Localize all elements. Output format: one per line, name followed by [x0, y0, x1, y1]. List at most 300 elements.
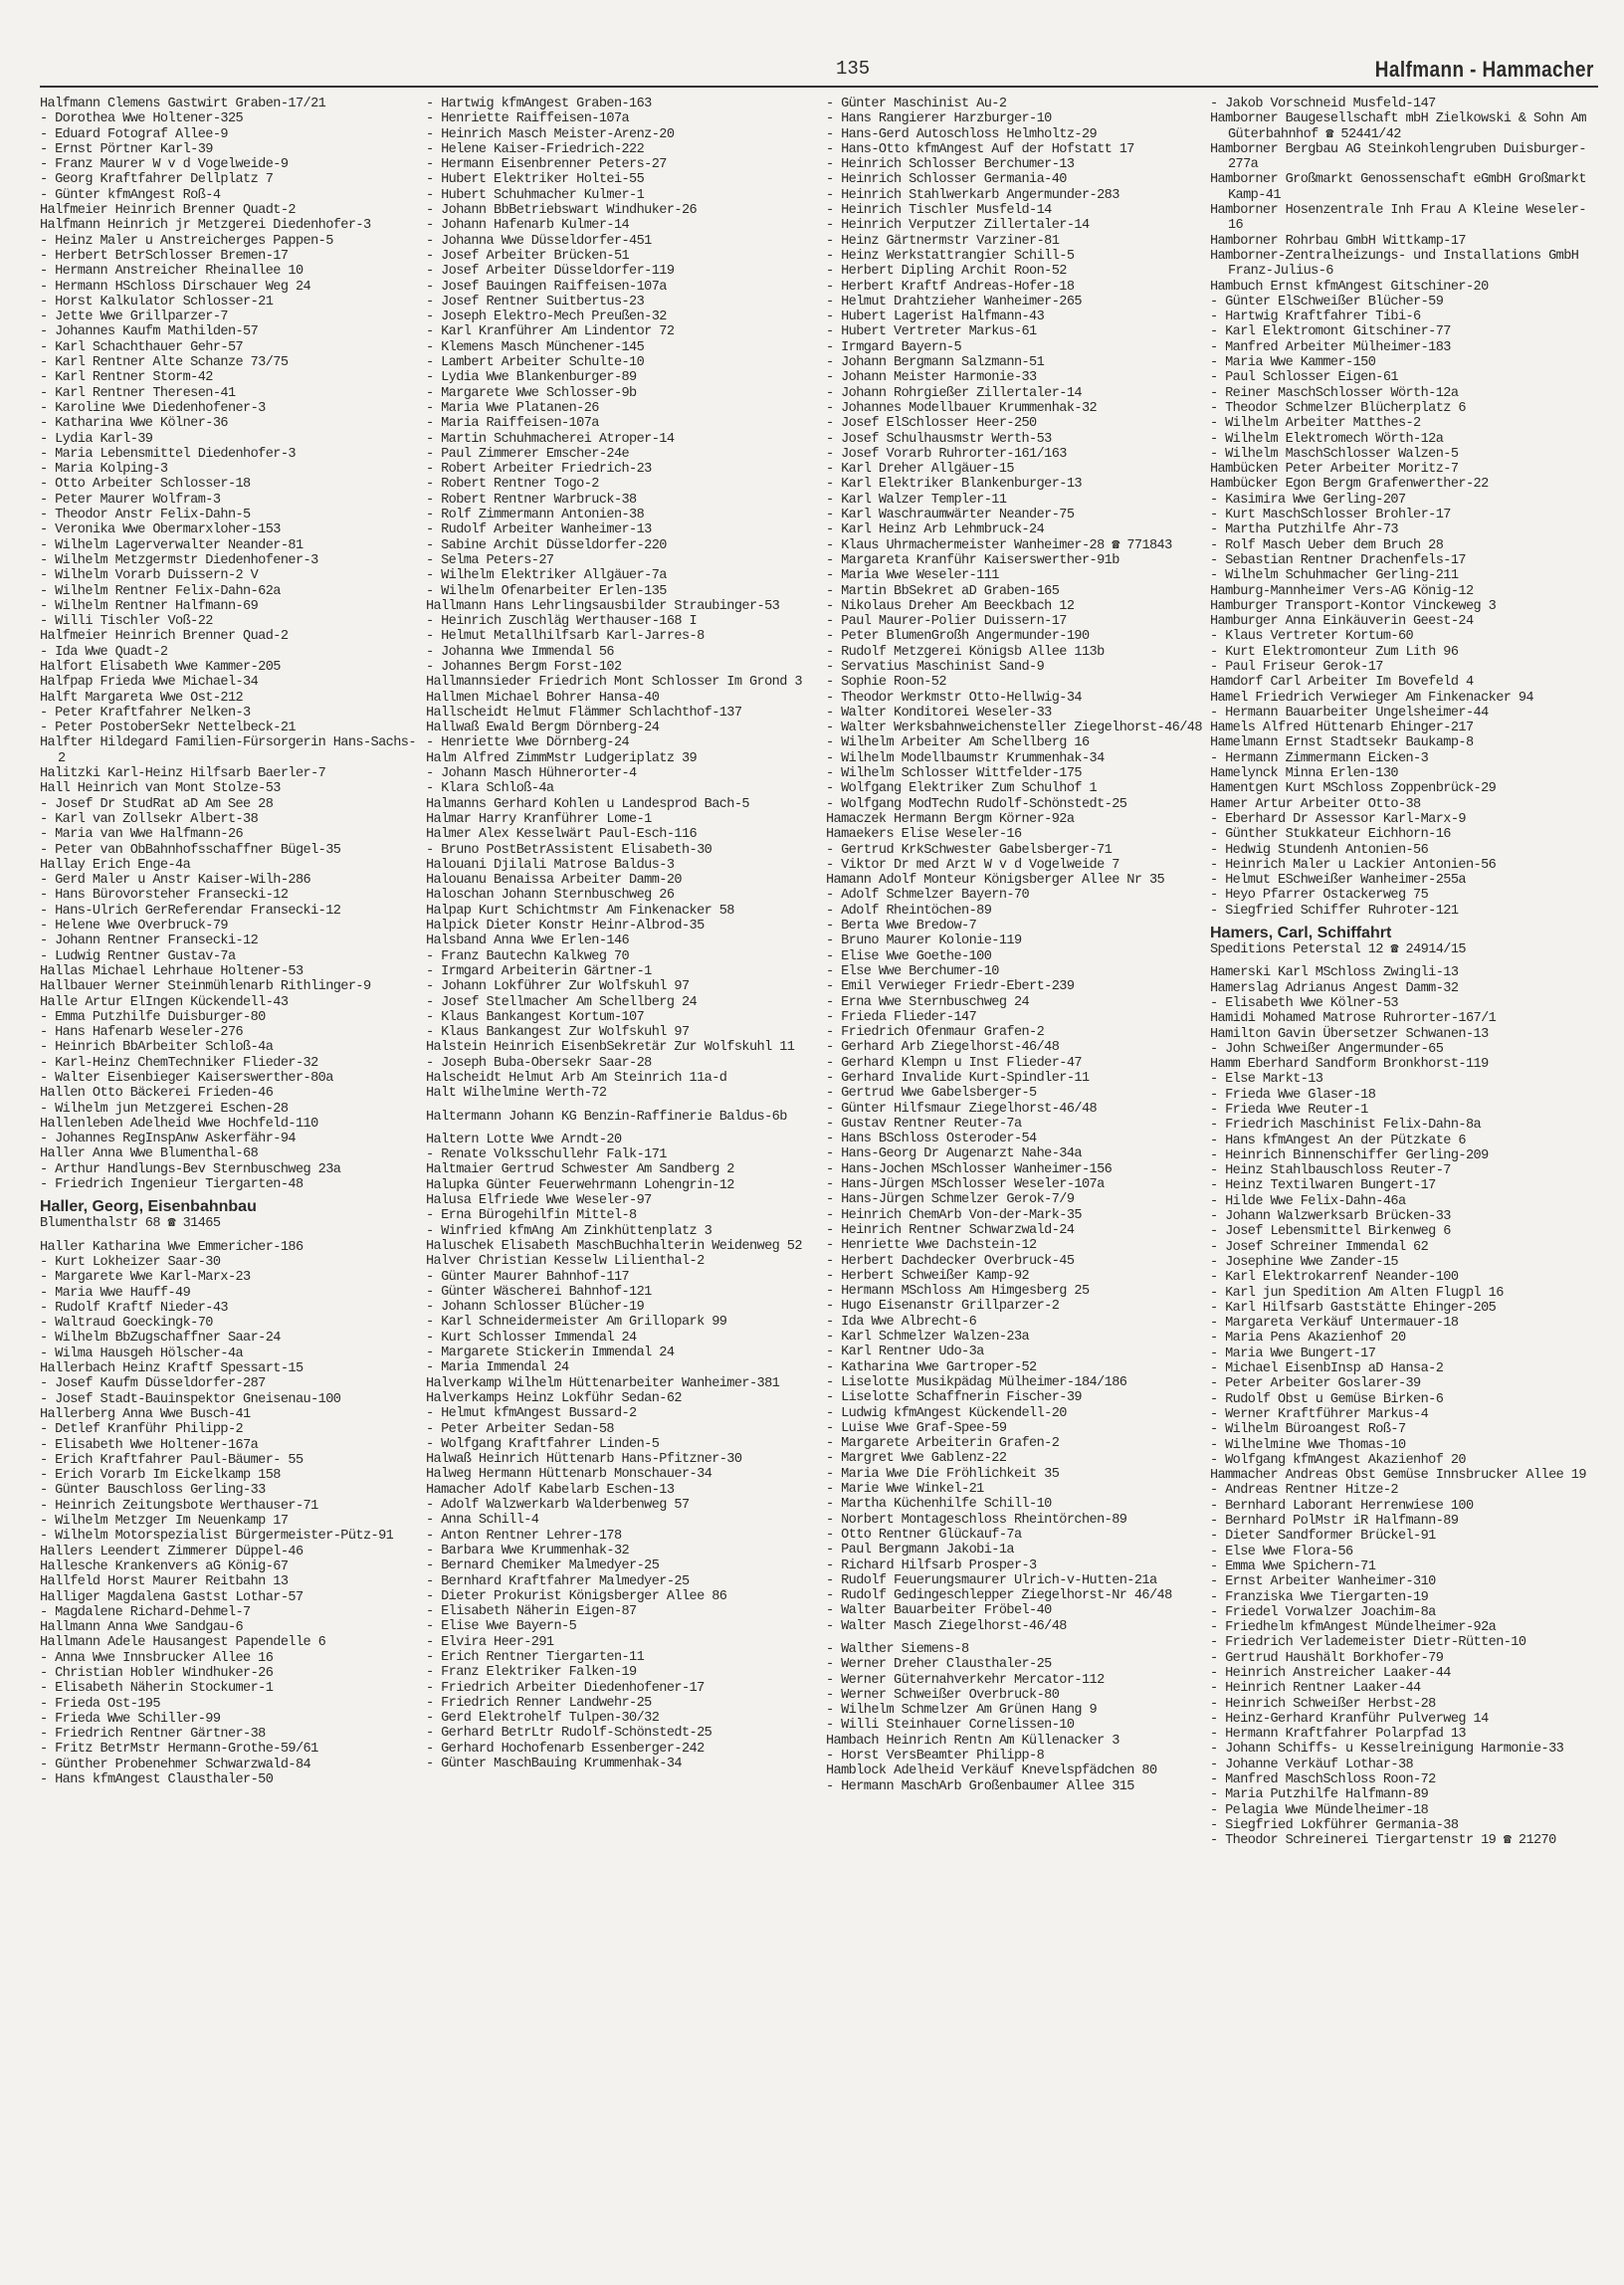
directory-entry: Hamborner Bergbau AG Steinkohlengruben Duisburger-277a [1210, 141, 1586, 173]
directory-entry: - Rudolf Arbeiter Wanheimer-13 [426, 522, 652, 538]
directory-entry: - Maria Raiffeisen-107a [426, 416, 599, 432]
directory-entry: - Josef Arbeiter Brücken-51 [426, 248, 630, 264]
page-header [40, 52, 1598, 88]
directory-entry: Haller Anna Wwe Blumenthal-68 [40, 1146, 259, 1162]
directory-entry: Hambach Heinrich Rentn Am Küllenacker 3 [826, 1733, 1119, 1749]
directory-entry: - Heinrich Anstreicher Laaker-44 [1210, 1665, 1451, 1681]
directory-entry: - Georg Kraftfahrer Dellplatz 7 [40, 172, 274, 188]
directory-entry: Hallers Leendert Zimmerer Düppel-46 [40, 1544, 304, 1559]
directory-entry: Hamburg-Mannheimer Vers-AG König-12 [1210, 583, 1474, 599]
directory-entry: - Hugo Eisenanstr Grillparzer-2 [826, 1299, 1060, 1315]
directory-entry: - Bernhard Kraftfahrer Malmedyer-25 [426, 1573, 690, 1589]
directory-entry: Hallenleben Adelheid Wwe Hochfeld-110 [40, 1116, 318, 1132]
directory-entry: - Günter Hilfsmaur Ziegelhorst-46/48 [826, 1101, 1098, 1117]
directory-entry: Halm Alfred ZimmMstr Ludgeriplatz 39 [426, 750, 698, 766]
directory-entry: - Hans-Jürgen Schmelzer Gerok-7/9 [826, 1192, 1075, 1208]
directory-heading: Hamers, Carl, Schiffahrt [1210, 925, 1392, 942]
directory-entry: Hamaczek Hermann Bergm Körner-92a [826, 811, 1075, 827]
directory-entry: - Herbert Schweißer Kamp-92 [826, 1268, 1030, 1284]
directory-entry: - Hans-Ulrich GerReferendar Fransecki-12 [40, 903, 341, 919]
directory-entry: - Johann BbBetriebswart Windhuker-26 [426, 203, 698, 219]
heading-address: Speditions Peterstal 12 ☎ 24914/15 [1210, 942, 1466, 958]
directory-entry: - Gerhard BetrLtr Rudolf-Schönstedt-25 [426, 1726, 712, 1742]
directory-entry: - Paul Maurer-Polier Duissern-17 [826, 614, 1067, 630]
directory-entry: Hamburger Transport-Kontor Vinckeweg 3 [1210, 598, 1497, 614]
directory-entry: - Wilhelm Schmelzer Am Grünen Hang 9 [826, 1703, 1098, 1719]
directory-entry: Hamblock Adelheid Verkäuf Knevelspfädchen 80 [826, 1764, 1157, 1779]
directory-entry: - Günter ElSchweißer Blücher-59 [1210, 294, 1444, 310]
directory-entry: - Walter Masch Ziegelhorst-46/48 [826, 1618, 1067, 1634]
directory-entry: - Johannes Kaufm Mathilden-57 [40, 324, 259, 340]
directory-entry: - Margareta Kranführ Kaiserswerther-91b [826, 552, 1119, 568]
directory-entry: - Jakob Vorschneid Musfeld-147 [1210, 97, 1436, 111]
directory-entry: - Heinrich ChemArb Von-der-Mark-35 [826, 1207, 1082, 1223]
directory-entry: Halverkamp Wilhelm Hüttenarbeiter Wanheimer-381 [426, 1375, 780, 1391]
directory-entry: Hallay Erich Enge-4a [40, 857, 191, 873]
directory-entry: - Walter Konditorei Weseler-33 [826, 705, 1052, 721]
directory-entry: - Gerhard Hochofenarb Essenberger-242 [426, 1741, 705, 1757]
directory-entry: - Elise Wwe Goethe-100 [826, 948, 992, 964]
directory-entry: Hambücken Peter Arbeiter Moritz-7 [1210, 462, 1459, 478]
directory-entry: - Wilhelm Motorspezialist Bürgermeister-Pütz-91 [40, 1529, 394, 1545]
directory-entry: - Peter van ObBahnhofsschaffner Bügel-35 [40, 842, 341, 858]
directory-entry: - Gustav Rentner Reuter-7a [826, 1116, 1022, 1132]
directory-entry: - Wilhelm Metzger Im Neuenkamp 17 [40, 1514, 289, 1530]
directory-entry: - Frieda Flieder-147 [826, 1009, 977, 1025]
directory-entry: - Josef Dr StudRat aD Am See 28 [40, 796, 274, 812]
directory-entry: Hamentgen Kurt MSchloss Zoppenbrück-29 [1210, 781, 1497, 797]
directory-entry: - Margarete Stickerin Immendal 24 [426, 1346, 675, 1361]
directory-entry: - Franziska Wwe Tiergarten-19 [1210, 1589, 1429, 1605]
directory-entry: - Elvira Heer-291 [426, 1634, 554, 1650]
directory-entry: - Heinrich Zuschläg Werthauser-168 I [426, 614, 698, 630]
directory-entry: Hallmann Anna Wwe Sandgau-6 [40, 1620, 244, 1636]
directory-entry: Halliger Magdalena Gastst Lothar-57 [40, 1589, 304, 1605]
directory-entry: - Johanna Wwe Düsseldorfer-451 [426, 233, 652, 249]
directory-entry: - Johanna Wwe Immendal 56 [426, 644, 614, 660]
directory-entry: - Sabine Archit Düsseldorfer-220 [426, 537, 667, 553]
directory-entry: - Johann Schiffs- u Kesselreinigung Harmonie-33 [1210, 1742, 1564, 1758]
directory-entry: - Wilhelm Elektriker Allgäuer-7a [426, 568, 667, 584]
directory-entry: - Paul Friseur Gerok-17 [1210, 659, 1383, 675]
directory-entry: - Erna Bürogehilfin Mittel-8 [426, 1208, 637, 1224]
directory-entry: - Wilhelm Rentner Halfmann-69 [40, 598, 259, 614]
directory-entry: - Heinrich Rentner Schwarzwald-24 [826, 1222, 1075, 1238]
directory-entry: Hambücker Egon Bergm Grafenwerther-22 [1210, 477, 1489, 493]
directory-entry: - Hubert Schuhmacher Kulmer-1 [426, 187, 645, 203]
directory-entry: - Bruno Maurer Kolonie-119 [826, 934, 1022, 949]
directory-entry: - Karl Waschraumwärter Neander-75 [826, 508, 1075, 523]
directory-entry: - Lydia Wwe Blankenburger-89 [426, 370, 637, 386]
directory-entry: - Hermann Zimmermann Eicken-3 [1210, 750, 1429, 766]
directory-entry: - Magdalene Richard-Dehmel-7 [40, 1604, 251, 1620]
directory-entry: - Paul Zimmerer Emscher-24e [426, 446, 630, 462]
directory-entry: - Wilhelm Arbeiter Matthes-2 [1210, 416, 1421, 432]
directory-entry: - Henriette Wwe Dörnberg-24 [426, 735, 630, 751]
directory-entry: Hamels Alfred Hüttenarb Ehinger-217 [1210, 721, 1474, 736]
directory-entry: - Veronika Wwe Obermarxloher-153 [40, 522, 281, 538]
directory-entry: - Maria Wwe Kammer-150 [1210, 355, 1376, 371]
directory-entry: Hallas Michael Lehrhaue Holtener-53 [40, 963, 304, 979]
directory-entry: - Helmut kfmAngest Bussard-2 [426, 1406, 637, 1422]
directory-entry: - Adolf Schmelzer Bayern-70 [826, 888, 1030, 904]
directory-entry: - Margareta Verkäuf Untermauer-18 [1210, 1316, 1459, 1332]
directory-entry: - Gerhard Arb Ziegelhorst-46/48 [826, 1040, 1060, 1056]
directory-entry: - Wolfgang kfmAngest Akazienhof 20 [1210, 1452, 1466, 1468]
directory-entry: - Werner Dreher Clausthaler-25 [826, 1657, 1052, 1673]
directory-entry: Hallerberg Anna Wwe Busch-41 [40, 1406, 251, 1422]
directory-entry: - Heinrich Schlosser Berchumer-13 [826, 157, 1075, 173]
directory-entry: - Gertrud Haushält Borkhofer-79 [1210, 1650, 1444, 1666]
directory-entry: Hallen Otto Bäckerei Frieden-46 [40, 1086, 274, 1102]
directory-entry: Hamacher Adolf Kabelarb Eschen-13 [426, 1482, 675, 1498]
directory-entry: - Kasimira Wwe Gerling-207 [1210, 492, 1406, 508]
directory-entry: - Eberhard Dr Assessor Karl-Marx-9 [1210, 811, 1466, 827]
directory-entry: - Heinz Textilwaren Bungert-17 [1210, 1178, 1436, 1194]
directory-entry: - Elisabeth Wwe Kölner-53 [1210, 995, 1398, 1011]
directory-entry: - Berta Wwe Bredow-7 [826, 919, 977, 935]
directory-entry: - Friedrich Ingenieur Tiergarten-48 [40, 1177, 304, 1193]
directory-entry: Halfter Hildegard Familien-Fürsorgerin Hans-Sachs-2 [40, 735, 416, 766]
directory-entry: - Wilhelm Schlosser Wittfelder-175 [826, 766, 1082, 782]
directory-entry: - Johannes RegInspAnw Askerfähr-94 [40, 1132, 296, 1147]
directory-entry: - Manfred MaschSchloss Roon-72 [1210, 1772, 1436, 1788]
directory-entry: - Ernst Arbeiter Wanheimer-310 [1210, 1574, 1436, 1590]
directory-entry: - Klaus Uhrmachermeister Wanheimer-28 ☎ 771843 [826, 537, 1172, 553]
directory-entry: Halpick Dieter Konstr Heinr-Albrod-35 [426, 919, 705, 935]
directory-entry: - Detlef Kranführ Philipp-2 [40, 1422, 244, 1438]
directory-entry: Halpap Kurt Schichtmstr Am Finkenacker 58 [426, 903, 734, 919]
directory-entry: Halweg Hermann Hüttenarb Monschauer-34 [426, 1467, 712, 1483]
directory-entry: - Ludwig kfmAngest Kückendell-20 [826, 1405, 1067, 1421]
directory-entry: - Josef ElSchlosser Heer-250 [826, 416, 1037, 432]
directory-entry: - Helmut ESchweißer Wanheimer-255a [1210, 873, 1466, 889]
directory-entry: Haller Katharina Wwe Emmericher-186 [40, 1239, 304, 1255]
directory-entry: - Anna Schill-4 [426, 1513, 539, 1529]
directory-entry: - Frieda Wwe Schiller-99 [40, 1711, 221, 1727]
directory-entry: - Josephine Wwe Zander-15 [1210, 1254, 1398, 1270]
directory-entry: - Elisabeth Wwe Holtener-167a [40, 1437, 259, 1453]
directory-entry: - Hans-Gerd Autoschloss Helmholtz-29 [826, 126, 1098, 142]
directory-entry: - Hartwig kfmAngest Graben-163 [426, 97, 652, 111]
directory-entry: - Hubert Vertreter Markus-61 [826, 324, 1037, 340]
directory-heading: Haller, Georg, Eisenbahnbau [40, 1198, 257, 1216]
directory-entry: - Karl Hilfsarb Gaststätte Ehinger-205 [1210, 1300, 1497, 1316]
directory-entry: - Gerhard Invalide Kurt-Spindler-11 [826, 1071, 1090, 1086]
directory-entry: - Karoline Wwe Diedenhofener-3 [40, 400, 266, 416]
directory-entry: - Joseph Buba-Obersekr Saar-28 [426, 1055, 652, 1071]
directory-entry: - Friedrich Arbeiter Diedenhofener-17 [426, 1680, 705, 1696]
directory-entry: Hammacher Andreas Obst Gemüse Innsbrucker Allee 19 [1210, 1468, 1586, 1484]
directory-entry: - Theodor Anstr Felix-Dahn-5 [40, 508, 251, 523]
directory-entry: Hallmannsieder Friedrich Mont Schlosser Im Grond 3 [426, 675, 802, 691]
directory-entry: - Martin BbSekret aD Graben-165 [826, 583, 1060, 599]
directory-entry: - Karl Dreher Allgäuer-15 [826, 462, 1014, 478]
directory-entry: Halft Margareta Wwe Ost-212 [40, 690, 244, 706]
directory-entry: - Karl Elektromont Gitschiner-77 [1210, 324, 1451, 340]
directory-entry: - Josef Schulhausmstr Werth-53 [826, 431, 1052, 447]
directory-entry: - Dieter Sandformer Brückel-91 [1210, 1529, 1436, 1545]
directory-entry: - Gerhard Klempn u Inst Flieder-47 [826, 1055, 1082, 1071]
directory-entry: - Willi Tischler Voß-22 [40, 614, 213, 630]
directory-entry: - Sebastian Rentner Drachenfels-17 [1210, 552, 1466, 568]
directory-entry: Haltermann Johann KG Benzin-Raffinerie Baldus-6b [426, 1109, 787, 1125]
directory-entry: - Wilhelm Metzgermstr Diedenhofener-3 [40, 552, 318, 568]
directory-entry: - Heinz Gärtnermstr Varziner-81 [826, 233, 1060, 249]
directory-entry: - Karl Rentner Theresen-41 [40, 385, 236, 401]
directory-entry: Hamerski Karl MSchloss Zwingli-13 [1210, 965, 1459, 981]
directory-entry: - Wilhelm Schuhmacher Gerling-211 [1210, 568, 1459, 584]
directory-entry: - Josef Bauingen Raiffeisen-107a [426, 279, 667, 295]
directory-entry: - Heinrich Schlosser Germania-40 [826, 172, 1067, 188]
directory-entry: - Gertrud KrkSchwester Gabelsberger-71 [826, 842, 1113, 858]
directory-entry: - Else Wwe Flora-56 [1210, 1544, 1353, 1559]
directory-entry: Haluschek Elisabeth MaschBuchhalterin Weidenweg 52 [426, 1238, 802, 1254]
directory-entry: - Renate Volksschullehr Falk-171 [426, 1147, 667, 1163]
directory-entry: - Richard Hilfsarb Prosper-3 [826, 1558, 1037, 1573]
directory-entry: - Hans-Jochen MSchlosser Wanheimer-156 [826, 1161, 1113, 1177]
directory-entry: - Hermann Eisenbrenner Peters-27 [426, 157, 667, 173]
directory-entry: - Günter Wäscherei Bahnhof-121 [426, 1284, 652, 1300]
directory-entry: - Wilhelm Ofenarbeiter Erlen-135 [426, 583, 667, 599]
directory-entry: - Josef Kaufm Düsseldorfer-287 [40, 1376, 266, 1392]
directory-entry: - Maria Wwe Platanen-26 [426, 400, 599, 416]
directory-entry: - Karl Walzer Templer-11 [826, 492, 1007, 508]
directory-entry: - Hans Hafenarb Weseler-276 [40, 1025, 244, 1041]
directory-entry: - Heyo Pfarrer Ostackerweg 75 [1210, 888, 1429, 904]
directory-entry: - Frieda Wwe Glaser-18 [1210, 1087, 1376, 1103]
directory-entry: Halfmeier Heinrich Brenner Quadt-2 [40, 203, 296, 219]
directory-entry: - Anton Rentner Lehrer-178 [426, 1528, 622, 1544]
directory-entry: Halmar Harry Kranführer Lome-1 [426, 811, 652, 827]
directory-entry: - Lydia Karl-39 [40, 431, 153, 447]
directory-entry: Halouani Djilali Matrose Baldus-3 [426, 857, 675, 873]
directory-entry: - Robert Rentner Warbruck-38 [426, 492, 637, 508]
directory-entry: - Maria Putzhilfe Halfmann-89 [1210, 1787, 1429, 1803]
directory-entry: - Klaus Bankangest Zur Wolfskuhl 97 [426, 1025, 690, 1041]
directory-entry: Hallbauer Werner Steinmühlenarb Rithlinger-9 [40, 979, 371, 995]
directory-entry: - Rudolf Obst u Gemüse Birken-6 [1210, 1391, 1444, 1407]
directory-entry: - Walter Bauarbeiter Fröbel-40 [826, 1603, 1052, 1619]
directory-entry: Halverkamps Heinz Lokführ Sedan-62 [426, 1390, 682, 1406]
directory-entry: - Wilhelm jun Metzgerei Eschen-28 [40, 1101, 289, 1117]
directory-entry: Hamaekers Elise Weseler-16 [826, 827, 1022, 843]
directory-entry: - Otto Arbeiter Schlosser-18 [40, 477, 251, 493]
directory-entry: - Werner Güternahverkehr Mercator-112 [826, 1672, 1105, 1688]
directory-entry: - Bernard Chemiker Malmedyer-25 [426, 1558, 660, 1574]
directory-entry: - Horst VersBeamter Philipp-8 [826, 1749, 1045, 1765]
entry-gap [426, 1102, 809, 1110]
directory-entry: - Emma Putzhilfe Duisburger-80 [40, 1009, 266, 1025]
directory-entry: - Rolf Masch Ueber dem Bruch 28 [1210, 537, 1444, 553]
directory-entry: - Josef Stadt-Bauinspektor Gneisenau-100 [40, 1391, 341, 1407]
directory-entry: - Hermann Kraftfahrer Polarpfad 13 [1210, 1727, 1466, 1743]
directory-entry: - Franz Maurer W v d Vogelweide-9 [40, 157, 289, 173]
directory-column-2 [426, 97, 809, 1771]
directory-entry: - Günther Probenehmer Schwarzwald-84 [40, 1757, 311, 1772]
directory-entry: - Martin Schuhmacherei Atroper-14 [426, 431, 675, 447]
directory-entry: - Otto Rentner Glückauf-7a [826, 1527, 1022, 1543]
directory-entry: - Karl Schachthauer Gehr-57 [40, 339, 244, 355]
directory-entry: - Hans-Otto kfmAngest Auf der Hofstatt 17 [826, 141, 1134, 157]
directory-entry: - Andreas Rentner Hitze-2 [1210, 1483, 1398, 1499]
directory-entry: - Walter Eisenbieger Kaiserswerther-80a [40, 1071, 333, 1086]
directory-entry: - Maria Wwe Die Fröhlichkeit 35 [826, 1466, 1060, 1482]
directory-entry: Halt Wilhelmine Werth-72 [426, 1086, 607, 1102]
directory-entry: - Friedrich Ofenmaur Grafen-2 [826, 1025, 1045, 1041]
directory-entry: - Hubert Lagerist Halfmann-43 [826, 310, 1045, 325]
directory-entry: - Paul Bergmann Jakobi-1a [826, 1543, 1014, 1558]
directory-entry: Hamilton Gavin Übersetzer Schwanen-13 [1210, 1026, 1489, 1042]
directory-entry: - Martha Putzhilfe Ahr-73 [1210, 522, 1398, 538]
directory-entry: Halouanu Benaissa Arbeiter Damm-20 [426, 873, 682, 889]
directory-entry: - Helmut Drahtzieher Wanheimer-265 [826, 294, 1082, 310]
directory-entry: - Helene Kaiser-Friedrich-222 [426, 141, 645, 157]
directory-entry: - Peter Arbeiter Goslarer-39 [1210, 1376, 1421, 1392]
directory-entry: - Peter PostoberSekr Nettelbeck-21 [40, 721, 296, 736]
directory-entry: - Johannes Bergm Forst-102 [426, 659, 622, 675]
directory-entry: - Wilma Hausgeh Hölscher-4a [40, 1346, 244, 1361]
directory-entry: - Wilhelm Büroangest Roß-7 [1210, 1422, 1406, 1438]
directory-entry: - Klaus Bankangest Kortum-107 [426, 1009, 645, 1025]
directory-entry: Halitzki Karl-Heinz Hilfsarb Baerler-7 [40, 766, 326, 782]
directory-entry: Hallfeld Horst Maurer Reitbahn 13 [40, 1574, 289, 1590]
directory-entry: - Kurt Lokheizer Saar-30 [40, 1254, 221, 1270]
directory-entry: Hamel Friedrich Verwieger Am Finkenacker 94 [1210, 690, 1533, 706]
directory-entry: - Klaus Vertreter Kortum-60 [1210, 629, 1414, 645]
directory-entry: Halsband Anna Wwe Erlen-146 [426, 934, 630, 949]
directory-entry: - Wilhelm MaschSchlosser Walzen-5 [1210, 446, 1459, 462]
directory-entry: Halfmann Clemens Gastwirt Graben-17/21 [40, 97, 326, 111]
directory-entry: - Wilhelm Modellbaumstr Krummenhak-34 [826, 750, 1105, 766]
directory-entry: - Siegfried Lokführer Germania-38 [1210, 1817, 1459, 1833]
directory-entry: - Johanne Verkäuf Lothar-38 [1210, 1757, 1414, 1772]
directory-entry: - Rudolf Feuerungsmaurer Ulrich-v-Hutten-21a [826, 1572, 1157, 1588]
directory-entry: - Heinrich Tischler Musfeld-14 [826, 203, 1052, 219]
directory-entry: - Rudolf Kraftf Nieder-43 [40, 1300, 228, 1316]
directory-entry: Hamborner Großmarkt Genossenschaft eGmbH Großmarkt Kamp-41 [1210, 172, 1586, 203]
directory-entry: Hamer Artur Arbeiter Otto-38 [1210, 796, 1421, 812]
directory-entry: - Henriette Wwe Dachstein-12 [826, 1238, 1037, 1254]
directory-entry: - Manfred Arbeiter Mülheimer-183 [1210, 339, 1451, 355]
directory-entry: - Peter Kraftfahrer Nelken-3 [40, 705, 251, 721]
directory-entry: - Margret Wwe Gablenz-22 [826, 1451, 1007, 1467]
directory-entry: - Wilhelm Arbeiter Am Schellberg 16 [826, 735, 1090, 751]
directory-entry: Hamidi Mohamed Matrose Ruhrorter-167/1 [1210, 1011, 1497, 1027]
directory-entry: - Bernhard PolMstr iR Halfmann-89 [1210, 1514, 1459, 1530]
directory-entry: - Erich Rentner Tiergarten-11 [426, 1649, 645, 1665]
directory-entry: - Maria Pens Akazienhof 20 [1210, 1331, 1406, 1347]
directory-entry: - Elise Wwe Bayern-5 [426, 1619, 577, 1635]
directory-entry: Halfort Elisabeth Wwe Kammer-205 [40, 659, 281, 675]
directory-entry: - Günter Maschinist Au-2 [826, 97, 1007, 111]
directory-entry: - Hermann Bauarbeiter Ungelsheimer-44 [1210, 705, 1489, 721]
directory-entry: - John Schweißer Angermunder-65 [1210, 1041, 1444, 1057]
directory-entry: Hallmann Adele Hausangest Papendelle 6 [40, 1635, 326, 1651]
directory-entry: - Adolf Rheintöchen-89 [826, 903, 992, 919]
directory-entry: - Karl Schmelzer Walzen-23a [826, 1330, 1030, 1346]
directory-entry: Hamerslag Adrianus Angest Damm-32 [1210, 980, 1459, 996]
directory-entry: - Maria Kolping-3 [40, 462, 168, 478]
directory-entry: - Josef Stellmacher Am Schellberg 24 [426, 994, 698, 1010]
directory-entry: - Willi Steinhauer Cornelissen-10 [826, 1718, 1075, 1734]
directory-entry: - Margarete Wwe Schlosser-9b [426, 385, 637, 401]
directory-entry: - Pelagia Wwe Mündelheimer-18 [1210, 1802, 1429, 1818]
directory-entry: - Karl Rentner Udo-3a [826, 1345, 984, 1360]
directory-entry: - Barbara Wwe Krummenhak-32 [426, 1543, 630, 1558]
directory-entry: - Johann Meister Harmonie-33 [826, 370, 1037, 386]
directory-entry: - Hans-Georg Dr Augenarzt Nahe-34a [826, 1146, 1082, 1162]
page-number: 135 [836, 58, 871, 80]
directory-entry: - Robert Rentner Togo-2 [426, 477, 599, 493]
directory-entry: - Wilhelm Rentner Felix-Dahn-62a [40, 583, 281, 599]
directory-entry: Hamborner Rohrbau GmbH Wittkamp-17 [1210, 233, 1466, 249]
directory-entry: - Peter Maurer Wolfram-3 [40, 492, 221, 508]
directory-entry: - Siegfried Schiffer Ruhroter-121 [1210, 903, 1459, 919]
directory-entry: - Selma Peters-27 [426, 552, 554, 568]
directory-entry: - Liselotte Schaffnerin Fischer-39 [826, 1390, 1082, 1406]
directory-entry: Halle Artur ElIngen Kückendell-43 [40, 994, 289, 1010]
directory-entry: - Lambert Arbeiter Schulte-10 [426, 355, 645, 371]
directory-entry: - Wilhelm Elektromech Wörth-12a [1210, 431, 1444, 447]
directory-entry: - Klemens Masch Münchener-145 [426, 339, 645, 355]
directory-entry: - Frieda Wwe Reuter-1 [1210, 1103, 1368, 1118]
directory-entry: - Robert Arbeiter Friedrich-23 [426, 462, 652, 478]
directory-entry: - Josef Lebensmittel Birkenweg 6 [1210, 1224, 1451, 1240]
directory-entry: - Karl Elektriker Blankenburger-13 [826, 477, 1082, 493]
directory-entry: Hallscheidt Helmut Flämmer Schlachthof-137 [426, 705, 742, 721]
directory-entry: Hallmann Hans Lehrlingsausbilder Straubinger-53 [426, 598, 780, 614]
directory-entry: - Josef Arbeiter Düsseldorfer-119 [426, 264, 675, 280]
directory-entry: - Peter BlumenGroßh Angermunder-190 [826, 629, 1090, 645]
directory-entry: - Friedel Vorwalzer Joachim-8a [1210, 1604, 1436, 1620]
directory-entry: Halmanns Gerhard Kohlen u Landesprod Bach-5 [426, 796, 749, 812]
directory-entry: - Johann Rentner Fransecki-12 [40, 934, 259, 949]
directory-entry: - Heinz Maler u Anstreicherges Pappen-5 [40, 233, 333, 249]
directory-entry: - Josef Rentner Suitbertus-23 [426, 294, 645, 310]
directory-entry: - Heinrich Rentner Laaker-44 [1210, 1681, 1421, 1697]
directory-entry: Halupka Günter Feuerwehrmann Lohengrin-12 [426, 1177, 734, 1193]
directory-entry: - Kurt Schlosser Immendal 24 [426, 1330, 637, 1346]
running-head: Halfmann - Hammacher [1375, 57, 1594, 82]
directory-entry: - Maria Wwe Bungert-17 [1210, 1346, 1376, 1361]
directory-entry: Hamelynck Minna Erlen-130 [1210, 766, 1398, 782]
directory-entry: - Johann Schlosser Blücher-19 [426, 1300, 645, 1316]
directory-entry: Hallmen Michael Bohrer Hansa-40 [426, 690, 660, 706]
directory-entry: - Eduard Fotograf Allee-9 [40, 126, 228, 142]
directory-entry: - Fritz BetrMstr Hermann-Grothe-59/61 [40, 1742, 318, 1758]
directory-entry: - Werner Kraftführer Markus-4 [1210, 1406, 1429, 1422]
directory-entry: - Katharina Wwe Kölner-36 [40, 416, 228, 432]
directory-entry: - Friedrich Renner Landwehr-25 [426, 1695, 652, 1711]
directory-entry: Hallwaß Ewald Bergm Dörnberg-24 [426, 721, 660, 736]
directory-entry: Hallerbach Heinz Kraftf Spessart-15 [40, 1361, 304, 1377]
directory-entry: - Maria Immendal 24 [426, 1360, 569, 1376]
directory-entry: - Peter Arbeiter Sedan-58 [426, 1421, 614, 1437]
directory-entry: - Nikolaus Dreher Am Beeckbach 12 [826, 598, 1075, 614]
directory-entry: - Katharina Wwe Gartroper-52 [826, 1359, 1037, 1375]
directory-entry: Halfmeier Heinrich Brenner Quad-2 [40, 629, 289, 645]
directory-entry: - Werner Schweißer Overbruck-80 [826, 1687, 1060, 1703]
directory-entry: - Wilhelm Lagerverwalter Neander-81 [40, 537, 304, 553]
directory-entry: - Walther Siemens-8 [826, 1641, 969, 1657]
directory-entry: - Marie Wwe Winkel-21 [826, 1482, 984, 1498]
directory-entry: - Hans kfmAngest Clausthaler-50 [40, 1772, 274, 1788]
directory-entry: - Friedhelm kfmAngest Mündelheimer-92a [1210, 1620, 1497, 1636]
directory-entry: Hamborner Hosenzentrale Inh Frau A Kleine Weseler-16 [1210, 203, 1586, 234]
directory-entry: - Günther Stukkateur Eichhorn-16 [1210, 827, 1451, 843]
directory-entry: Halscheidt Helmut Arb Am Steinrich 11a-d [426, 1071, 727, 1086]
